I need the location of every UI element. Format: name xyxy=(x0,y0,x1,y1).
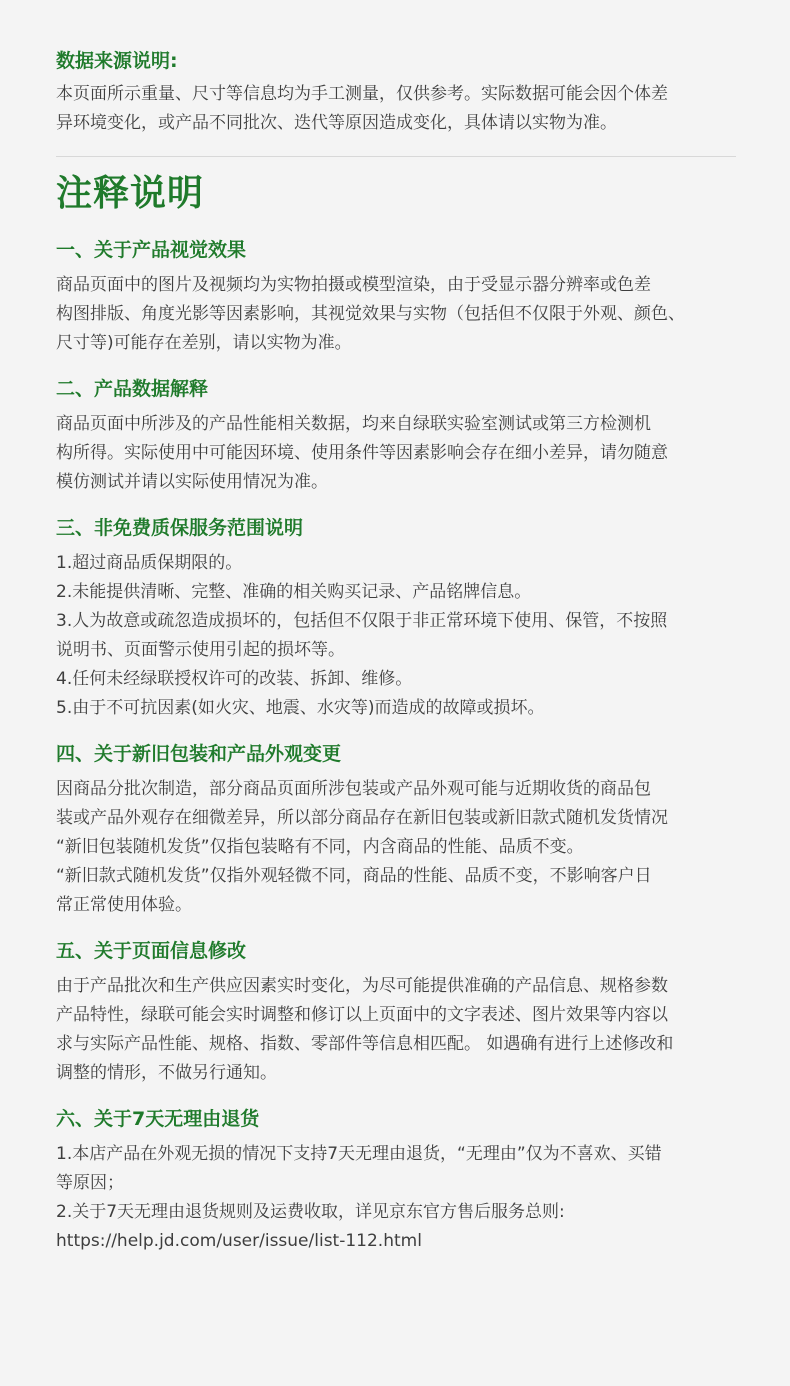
section-body: 商品页面中的图片及视频均为实物拍摄或模型渲染，由于受显示器分辨率或色差 构图排版、角度光影等因素影响，其视觉效果与实物（包括但不仅限于外观、颜色、 尺寸等)可能存在差别，请以实物为准。 xyxy=(56,275,685,353)
section-body: 商品页面中所涉及的产品性能相关数据，均来自绿联实验室测试或第三方检测机 构所得。实际使用中可能因环境、使用条件等因素影响会存在细小差异，请勿随意 模仿测试并请以实际使用情况为准。 xyxy=(56,414,668,492)
section-heading: 六、关于7天无理由退货 xyxy=(56,1108,260,1130)
page-content xyxy=(0,48,790,1256)
section-heading: 三、非免费质保服务范围说明 xyxy=(56,517,304,539)
section-7day-return xyxy=(56,1104,736,1256)
section-heading: 四、关于新旧包装和产品外观变更 xyxy=(56,743,342,765)
divider xyxy=(56,156,736,157)
section-visual-effect xyxy=(56,235,736,358)
section-body: 因商品分批次制造，部分商品页面所涉包装或产品外观可能与近期收货的商品包 装或产品外观存在细微差异，所以部分商品存在新旧包装或新旧款式随机发货情况 “新旧包装随机发货”仅指包装略有不同，内含商品的性能、品质不变。 “新旧款式随机发货”仅指外观轻微不同，商品的性能、品质不变，不影响客户日 常正常使用体验。 xyxy=(56,779,668,915)
section-body: 1.超过商品质保期限的。 2.未能提供清晰、完整、准确的相关购买记录、产品铭牌信息。 3.人为故意或疏忽造成损坏的，包括但不仅限于非正常环境下使用、保管，不按照 说明书、页面警示使用引起的损坏等。 4.任何未经绿联授权许可的改装、拆卸、维修。 5.由于不可抗因素(如火灾、地震、水灾等)而造成的故障或损坏。 xyxy=(56,553,668,718)
section-product-data xyxy=(56,374,736,497)
page-title: 注释说明 xyxy=(56,173,205,214)
section-body: 由于产品批次和生产供应因素实时变化，为尽可能提供准确的产品信息、规格参数 产品特性，绿联可能会实时调整和修订以上页面中的文字表述、图片效果等内容以 求与实际产品性能、规格、指数、零部件等信息相匹配。 如遇确有进行上述修改和 调整的情形，不做另行通知。 xyxy=(56,976,674,1083)
section-body: 1.本店产品在外观无损的情况下支持7天无理由退货，“无理由”仅为不喜欢、买错 等原因； 2.关于7天无理由退货规则及运费收取，详见京东官方售后服务总则: https://help.jd.com/user/issue/list-112.html xyxy=(56,1144,662,1251)
source-note-body: 本页面所示重量、尺寸等信息均为手工测量，仅供参考。实际数据可能会因个体差 异环境变化，或产品不同批次、迭代等原因造成变化，具体请以实物为准。 xyxy=(56,84,668,133)
section-packaging-change xyxy=(56,739,736,920)
section-warranty-scope xyxy=(56,513,736,723)
section-heading: 一、关于产品视觉效果 xyxy=(56,239,247,261)
section-heading: 二、产品数据解释 xyxy=(56,378,209,400)
source-note-heading: 数据来源说明: xyxy=(56,50,178,72)
section-page-info-change xyxy=(56,936,736,1088)
section-heading: 五、关于页面信息修改 xyxy=(56,940,247,962)
